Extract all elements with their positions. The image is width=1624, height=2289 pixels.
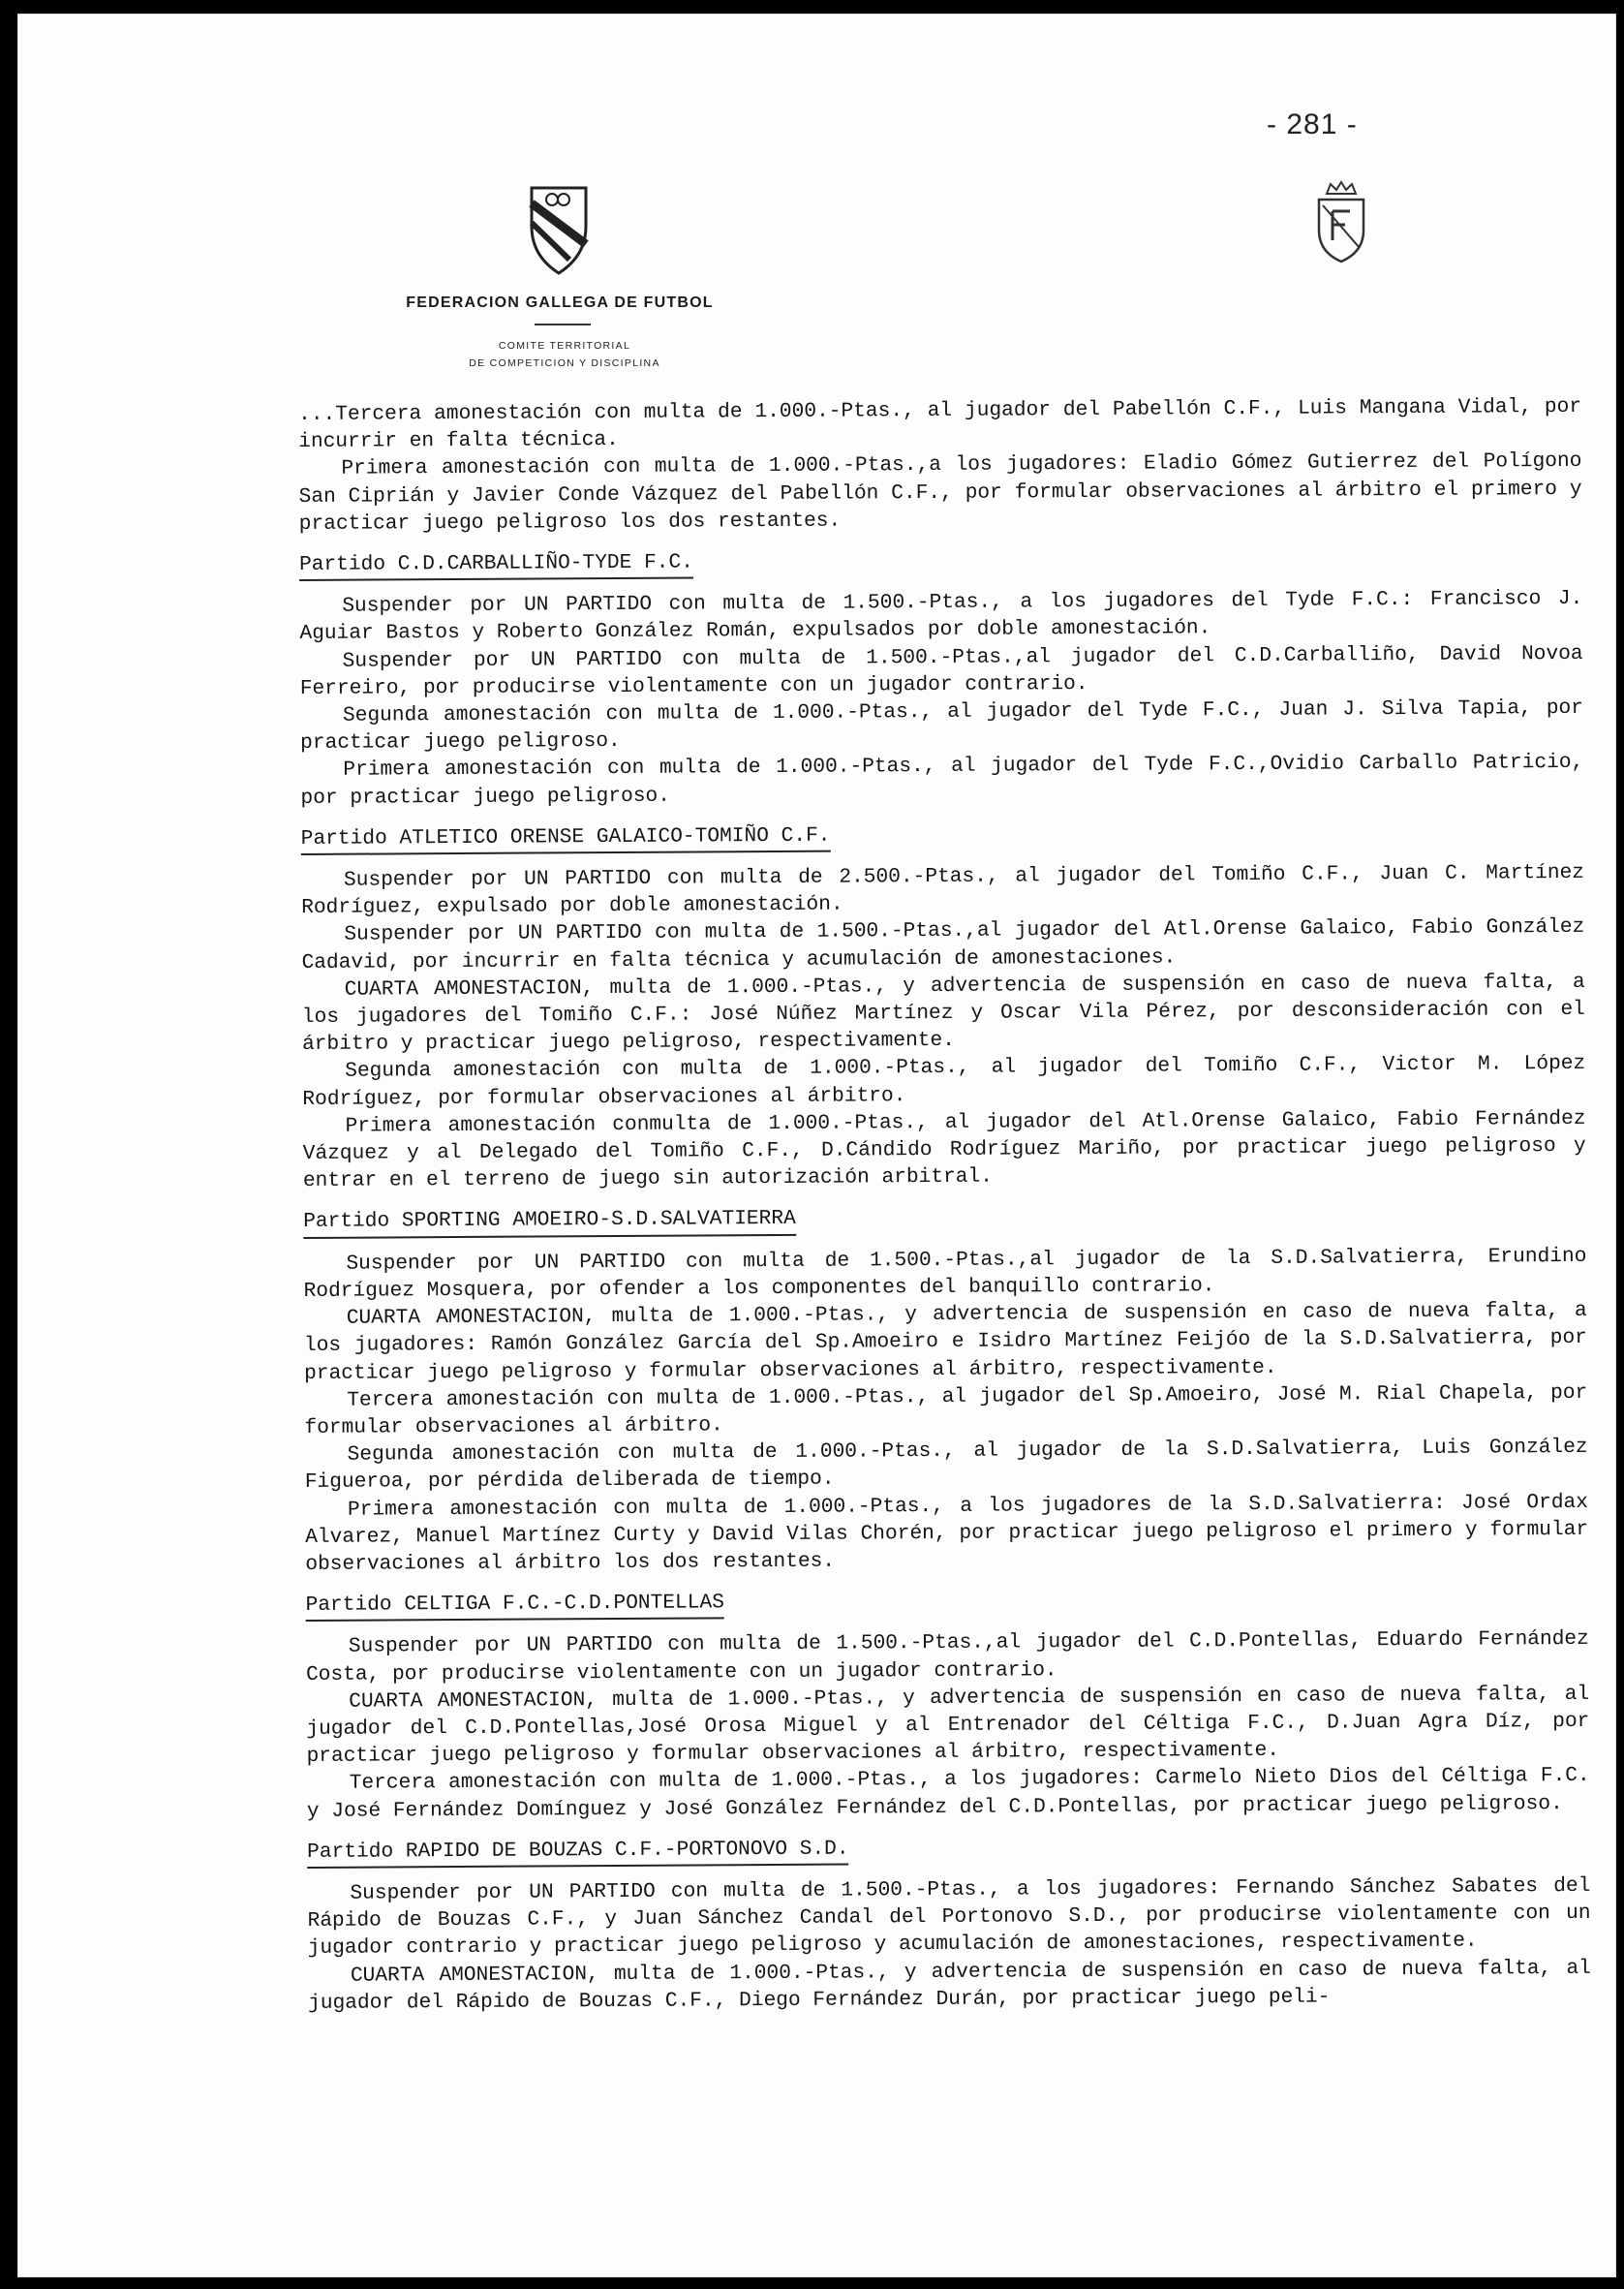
sanction-paragraph: Suspender por UN PARTIDO con multa de 2.500.-Ptas., al jugador del Tomiño C.F., Juan C. Martínez Rodríguez, expulsado por doble amonestación.: [301, 860, 1585, 920]
sanction-paragraph: CUARTA AMONESTACION, multa de 1.000.-Ptas., y advertencia de suspensión en caso de nueva falta, a los jugadores: Ramón González García del Sp.Amoeiro e Isidro Martínez Feijóo de la S.D.Salvatierra, por practicar juego peligroso y formular observaciones al árbitro, respectivamente.: [303, 1298, 1588, 1385]
match-section: [299, 530, 1584, 812]
sanction-paragraph: CUARTA AMONESTACION, multa de 1.000.-Ptas., y advertencia de suspensión en caso de nueva falta, al jugador del C.D.Pontellas,José Orosa Miguel y al Entrenador del Céltiga F.C., D.Juan Agra Díz, por practicar juego peligroso y formular observaciones al árbitro, respectivamente.: [306, 1682, 1590, 1769]
intro-paragraph: ...Tercera amonestación con multa de 1.000.-Ptas., al jugador del Pabellón C.F., Luis Mangana Vidal, por incurrir en falta técnica.: [298, 394, 1582, 454]
sanction-paragraph: Suspender por UN PARTIDO con multa de 1.500.-Ptas.,al jugador del C.D.Carballiño, David Novoa Ferreiro, por producirse violentamente con un jugador contrario.: [299, 641, 1583, 700]
federation-name: FEDERACION GALLEGA DE FUTBOL: [406, 294, 714, 311]
sanction-paragraph: Segunda amonestación con multa de 1.000.-Ptas., al jugador de la S.D.Salvatierra, Luis González Figueroa, por pérdida deliberada de tiempo.: [304, 1435, 1588, 1495]
committee-line-2: DE COMPETICION Y DISCIPLINA: [469, 357, 660, 369]
committee-name: [405, 337, 724, 372]
sanction-paragraph: Suspender por UN PARTIDO con multa de 1.500.-Ptas., a los jugadores: Fernando Sánchez Sabates del Rápido de Bouzas C.F., y Juan Sánchez Candal del Portonovo S.D., por producirse violentamente con un jugador contrario y practicar juego peligroso y acumulación de amonestaciones, respectivamente.: [307, 1873, 1591, 1961]
spanish-federation-crest-icon: [1313, 180, 1369, 263]
sanction-paragraph: Suspender por UN PARTIDO con multa de 1.500.-Ptas.,al jugador del C.D.Pontellas, Eduardo Fernández Costa, por producirse violentamente con un jugador contrario.: [305, 1627, 1589, 1686]
sanction-paragraph: Segunda amonestación con multa de 1.000.-Ptas., al jugador del Tyde F.C., Juan J. Silva Tapia, por practicar juego peligroso.: [300, 696, 1584, 756]
committee-line-1: COMITE TERRITORIAL: [498, 340, 631, 352]
page-number: - 281 -: [1267, 108, 1358, 140]
sanction-paragraph: Suspender por UN PARTIDO con multa de 1.500.-Ptas.,al jugador de la S.D.Salvatierra, Erundino Rodríguez Mosquera, por ofender a los componentes del banquillo contrario.: [303, 1244, 1587, 1303]
sanction-paragraph: Segunda amonestación con multa de 1.000.-Ptas., al jugador del Tomiño C.F., Victor M. López Rodríguez, por formular observaciones al árbitro.: [302, 1052, 1586, 1111]
sanction-paragraph: CUARTA AMONESTACION, multa de 1.000.-Ptas., y advertencia de suspensión en caso de nueva falta, al jugador del Rápido de Bouzas C.F., Diego Fernández Durán, por practicar juego peli-: [308, 1956, 1591, 2015]
header-divider: [535, 324, 591, 325]
match-section: [301, 804, 1586, 1195]
document-body: [298, 393, 1591, 2017]
sanction-paragraph: Primera amonestación con multa de 1.000.-Ptas., al jugador del Tyde F.C.,Ovidio Carballo Patricio, por practicar juego peligroso.: [300, 751, 1584, 810]
sanction-paragraph: Suspender por UN PARTIDO con multa de 1.500.-Ptas.,al jugador del Atl.Orense Galaico, Fabio González Cadavid, por incurrir en falta técnica y acumulación de amonestaciones.: [301, 915, 1585, 974]
sanction-paragraph: Tercera amonestación con multa de 1.000.-Ptas., a los jugadores: Carmelo Nieto Dios del Céltiga F.C. y José Fernández Domínguez y José González Fernández del C.D.Pontellas, por practicar juego peligroso.: [306, 1764, 1590, 1823]
federation-crest-icon: [529, 184, 589, 277]
sanction-paragraph: Tercera amonestación con multa de 1.000.-Ptas., al jugador del Sp.Amoeiro, José M. Rial Chapela, por formular observaciones al árbitro.: [304, 1380, 1588, 1439]
document-page: [17, 14, 1616, 2277]
sanction-paragraph: CUARTA AMONESTACION, multa de 1.000.-Ptas., y advertencia de suspensión en caso de nueva falta, a los jugadores del Tomiño C.F.: José Núñez Martínez y Oscar Vila Pérez, por desconsideración con el árbitro y practicar juego peligroso, respectivamente.: [301, 970, 1585, 1057]
match-title: Partido SPORTING AMOEIRO-S.D.SALVATIERRA: [303, 1205, 796, 1238]
sanction-paragraph: Primera amonestación con multa de 1.000.-Ptas., a los jugadores de la S.D.Salvatierra: José Ordax Alvarez, Manuel Martínez Curty y David Vilas Chorén, por practicar juego peligroso el primero y formular observaciones al árbitro los dos restantes.: [305, 1490, 1589, 1576]
match-section: [307, 1817, 1591, 2017]
match-title: Partido CELTIGA F.C.-C.D.PONTELLAS: [306, 1589, 724, 1622]
match-section: [305, 1570, 1590, 1825]
match-title: Partido RAPIDO DE BOUZAS C.F.-PORTONOVO S.D.: [307, 1835, 849, 1869]
match-title: Partido C.D.CARBALLIÑO-TYDE F.C.: [299, 549, 693, 582]
sanction-paragraph: Suspender por UN PARTIDO con multa de 1.500.-Ptas., a los jugadores del Tyde F.C.: Francisco J. Aguiar Bastos y Roberto González Román, expulsados por doble amonestación.: [299, 587, 1583, 646]
match-section: [303, 1187, 1588, 1578]
match-title: Partido ATLETICO ORENSE GALAICO-TOMIÑO C.F.: [301, 821, 831, 855]
intro-paragraph: Primera amonestación con multa de 1.000.-Ptas.,a los jugadores: Eladio Gómez Gutierrez del Polígono San Ciprián y Javier Conde Vázquez del Pabellón C.F., por formular observaciones al árbitro el primero y practicar juego peligroso los dos restantes.: [298, 449, 1582, 536]
sanction-paragraph: Primera amonestación conmulta de 1.000.-Ptas., al jugador del Atl.Orense Galaico, Fabio Fernández Vázquez y al Delegado del Tomiño C.F., D.Cándido Rodríguez Mariño, por practicar juego peligroso y entrar en el terreno de juego sin autorización arbitral.: [302, 1106, 1586, 1193]
